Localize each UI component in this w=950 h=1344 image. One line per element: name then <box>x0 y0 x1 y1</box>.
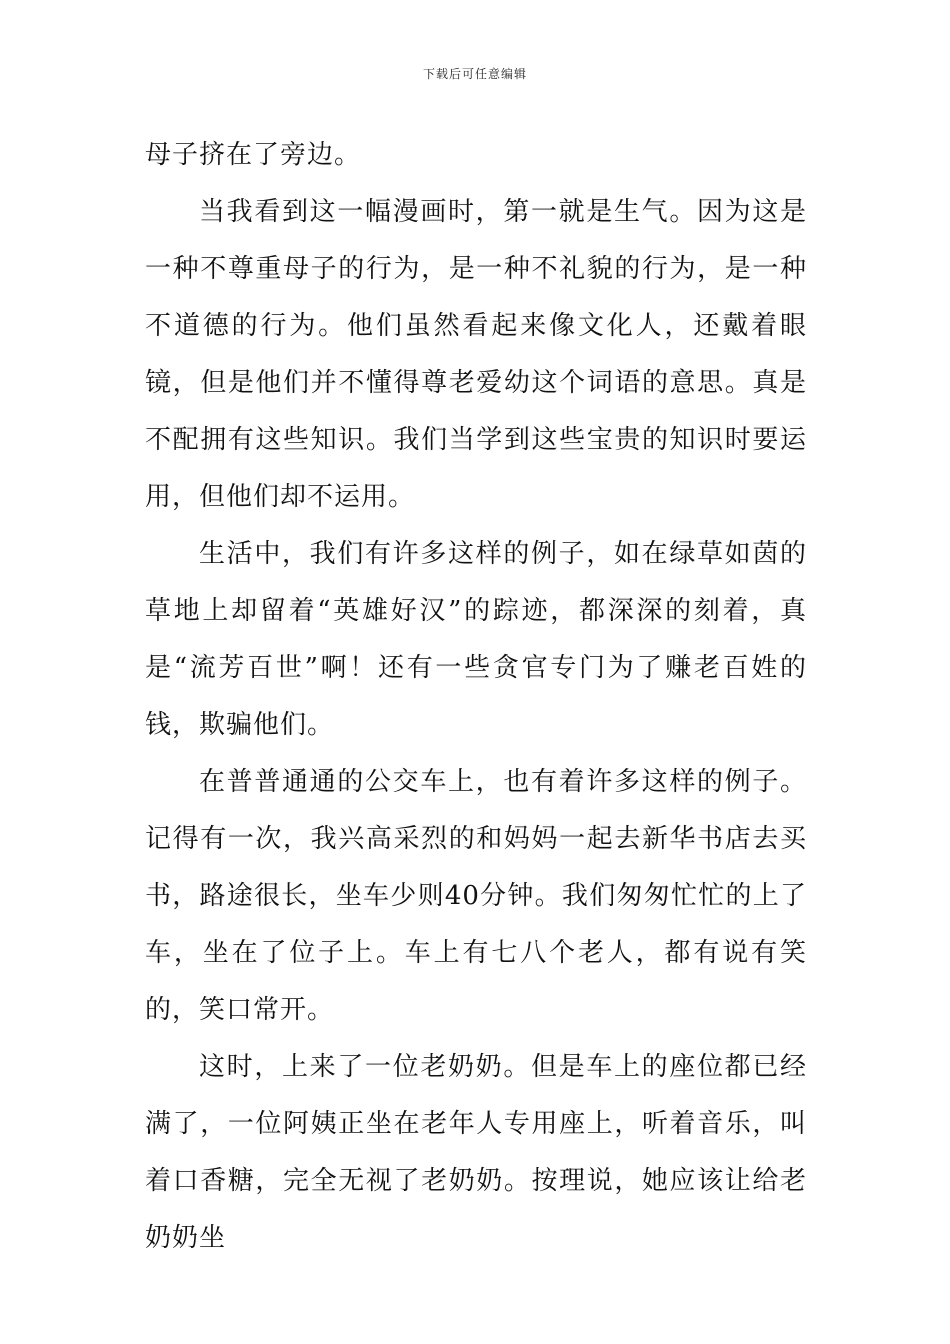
paragraph-4: 在普普通通的公交车上，也有着许多这样的例子。记得有一次，我兴高采烈的和妈妈一起去新华书店去买书，路途很长，坐车少则40分钟。我们匆匆忙忙的上了车，坐在了位子上。车上有七八个老人，都有说有笑的，笑口常开。 <box>145 767 807 1025</box>
paragraph-1: 母子挤在了旁边。 <box>145 140 362 170</box>
paragraph-2: 当我看到这一幅漫画时，第一就是生气。因为这是一种不尊重母子的行为，是一种不礼貌的行为，是一种不道德的行为。他们虽然看起来像文化人，还戴着眼镜，但是他们并不懂得尊老爱幼这个词语的意思。真是不配拥有这些知识。我们当学到这些宝贵的知识时要运用，但他们却不运用。 <box>145 197 807 512</box>
paragraph-5: 这时，上来了一位老奶奶。但是车上的座位都已经满了，一位阿姨正坐在老年人专用座上，听着音乐，叫着口香糖，完全无视了老奶奶。按理说，她应该让给老奶奶坐 <box>145 1052 807 1253</box>
paragraph-3: 生活中，我们有许多这样的例子，如在绿草如茵的草地上却留着“英雄好汉”的踪迹，都深深的刻着，真是“流芳百世”啊！还有一些贪官专门为了赚老百姓的钱，欺骗他们。 <box>145 539 807 740</box>
document-body <box>145 127 807 1267</box>
page-header: 下载后可任意编辑 <box>422 67 527 81</box>
